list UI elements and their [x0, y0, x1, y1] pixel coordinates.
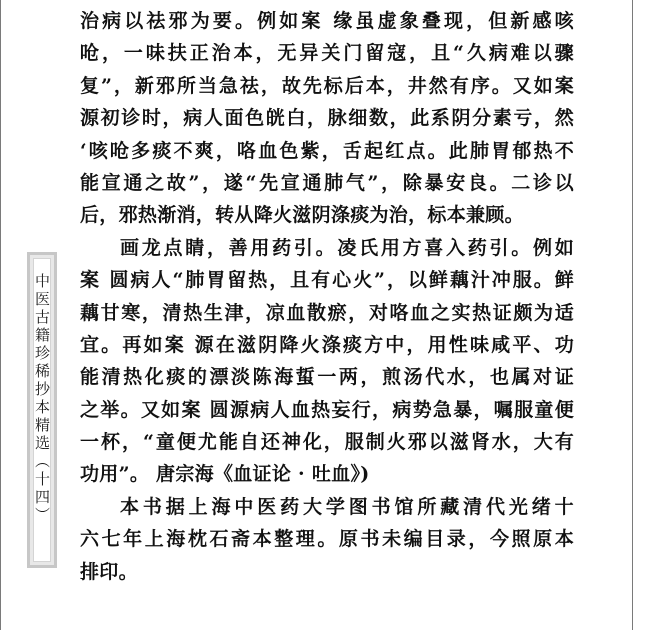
text-line: 宜。再如案 源在滋阴降火涤痰方中，用性味咸平、功 — [80, 333, 574, 356]
text-line: 藕甘寒，清热生津，凉血散瘀，对咯血之实热证颇为适 — [80, 301, 574, 324]
text-line: 源初诊时，病人面色㿠白，脉细数，此系阴分素亏，然 — [80, 107, 574, 130]
body-text — [80, 5, 574, 588]
text-line: 之举。又如案 圆源病人血热妄行，病势急暴，嘱服童便 — [80, 398, 574, 421]
text-line: 六七年上海枕石斋本整理。原书未编目录，今照原本 — [80, 528, 574, 551]
text-line: 功用”。 唐宗海《血证论 · 吐血》) — [80, 463, 370, 486]
text-line: 本书据上海中医药大学图书馆所藏清代光绪十 — [120, 495, 574, 518]
series-side-label — [27, 252, 57, 568]
series-title: 中医古籍珍稀抄本精选（十四） — [33, 273, 51, 525]
text-line: 后，邪热渐消，转从降火滋阴涤痰为治，标本兼顾。 — [80, 204, 524, 227]
series-side-label-frame — [33, 258, 51, 562]
text-line: 能宣通之故”，遂“先宣通肺气”，除暴安良。二诊以 — [80, 171, 574, 194]
text-line: ‘咳呛多痰不爽，咯血色紫，舌起红点。此肺胃郁热不 — [80, 139, 574, 162]
text-line: 画龙点睛，善用药引。凌氏用方喜入药引。例如 — [120, 236, 574, 259]
text-line: 一杯，“童便尤能自还神化，服制火邪以滋肾水，大有 — [80, 431, 574, 454]
text-line: 治病以祛邪为要。例如案 缘虽虚象叠现，但新感咳 — [80, 10, 574, 32]
page-left-edge — [0, 0, 1, 630]
page-right-edge — [632, 0, 633, 630]
text-line: 能清热化痰的漂淡陈海蜇一两，煎汤代水，也属对证 — [80, 366, 574, 389]
text-line: 排印。 — [80, 560, 138, 583]
text-line: 呛，一味扶正治本，无异关门留寇，且“久病难以骤 — [80, 42, 574, 65]
text-line: 复”，新邪所当急祛，故先标后本，井然有序。又如案 — [80, 74, 574, 97]
text-line: 案 圆病人“肺胃留热，且有心火”，以鲜藕汁冲服。鲜 — [80, 269, 574, 292]
